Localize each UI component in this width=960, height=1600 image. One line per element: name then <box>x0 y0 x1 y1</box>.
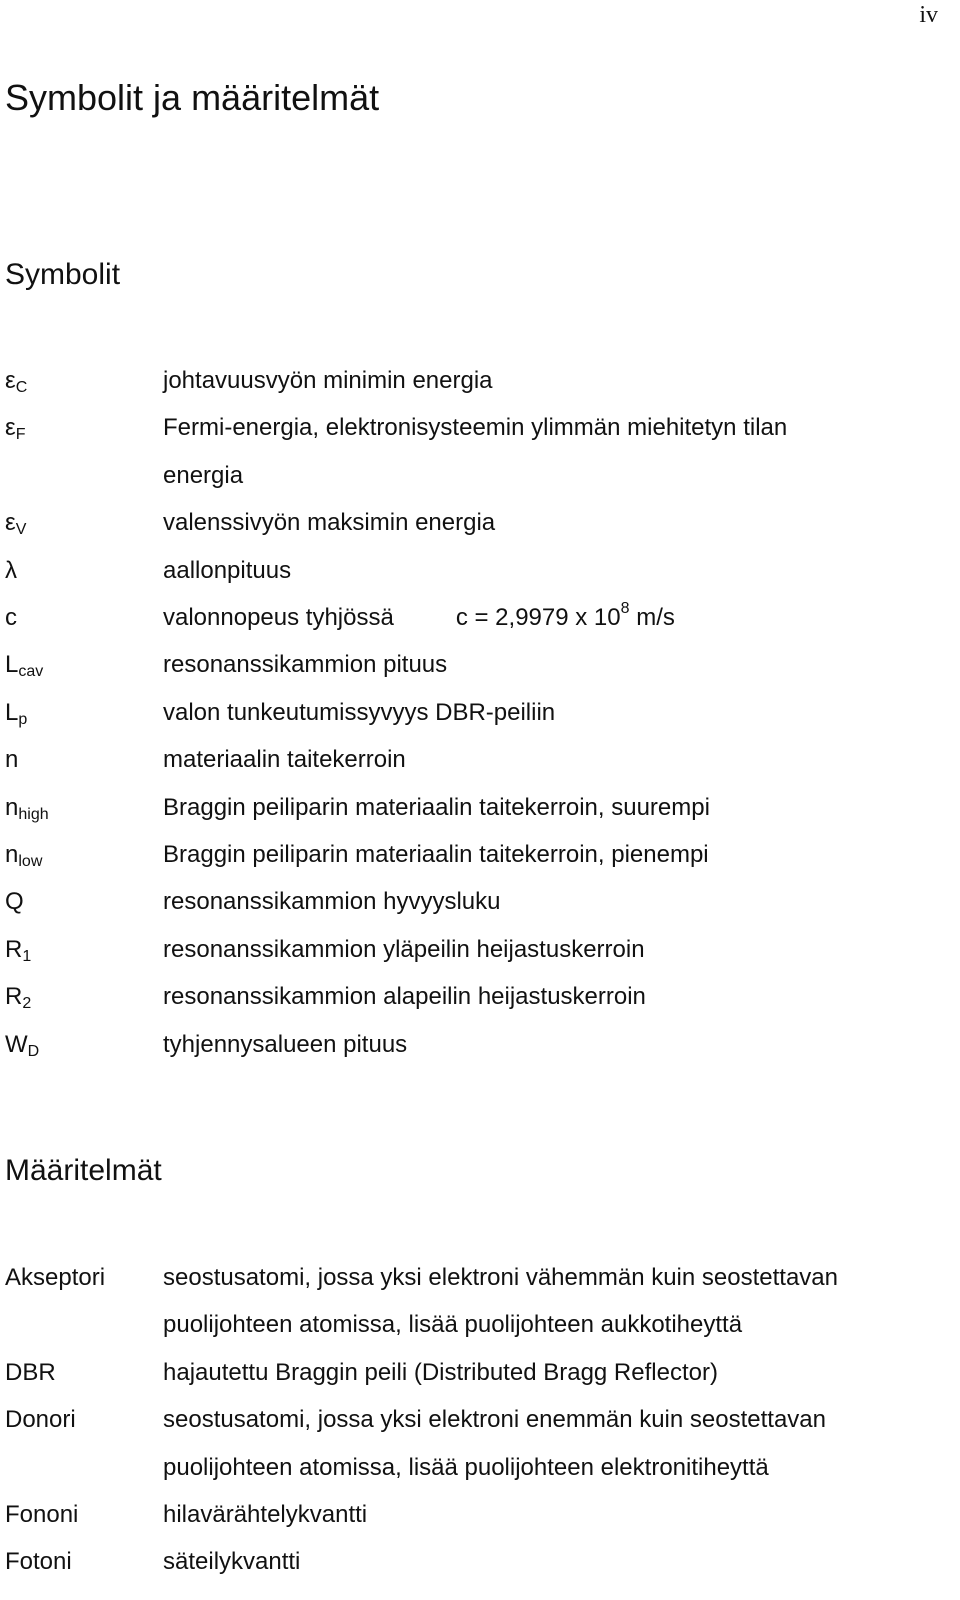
symbol-term <box>0 689 163 736</box>
symbol-row <box>0 926 960 973</box>
symbols-heading: Symbolit <box>5 258 121 291</box>
definition-description <box>163 1538 960 1585</box>
symbol-description <box>163 1021 960 1068</box>
symbol-term <box>0 878 163 925</box>
value-prefix: c = 2,9979 x 10 <box>455 604 621 632</box>
symbol-row <box>0 831 960 878</box>
symbol-base: n <box>5 746 19 774</box>
page-title: Symbolit ja määritelmät <box>5 77 380 118</box>
page-number: iv <box>919 2 938 28</box>
symbol-term <box>0 357 163 404</box>
symbol-base: L <box>5 698 19 726</box>
value-exponent: 8 <box>620 600 630 618</box>
symbol-description <box>163 499 960 546</box>
definition-term: Donori <box>5 1406 76 1434</box>
definition-row <box>0 1538 960 1585</box>
description-line: materiaalin taitekerroin <box>163 746 406 774</box>
symbol-subscript: D <box>27 1042 40 1060</box>
symbol-description <box>163 357 960 404</box>
description-line: resonanssikammion hyvyysluku <box>163 888 501 916</box>
symbol-term <box>0 973 163 1020</box>
symbol-row <box>0 594 960 641</box>
symbol-description <box>163 831 960 878</box>
description-line: säteilykvantti <box>163 1548 301 1576</box>
definition-term: Akseptori <box>5 1264 106 1291</box>
symbol-description <box>163 736 960 783</box>
symbol-base: λ <box>5 556 17 584</box>
symbol-subscript: cav <box>18 663 44 681</box>
definition-description <box>163 1491 960 1538</box>
definition-term: DBR <box>5 1358 56 1386</box>
symbol-base: R <box>5 983 23 1011</box>
symbol-subscript: low <box>18 853 43 871</box>
symbol-subscript: high <box>18 805 49 823</box>
symbol-term <box>0 784 163 831</box>
symbol-term <box>0 547 163 594</box>
symbol-base: R <box>5 935 23 963</box>
description-line: Braggin peiliparin materiaalin taitekerroin, suurempi <box>163 793 710 821</box>
speed-of-light-value <box>455 600 675 632</box>
definition-row <box>0 1349 960 1396</box>
symbol-description <box>163 594 960 641</box>
symbol-row <box>0 784 960 831</box>
symbol-row <box>0 641 960 688</box>
symbol-description <box>163 641 960 688</box>
definition-row <box>0 1396 960 1491</box>
symbol-row <box>0 499 960 546</box>
symbol-base: c <box>5 604 17 632</box>
description-line: hilavärähtelykvantti <box>163 1501 368 1529</box>
symbol-base: ε <box>5 509 16 537</box>
description-line: hajautettu Braggin peili (Distributed Bragg Reflector) <box>163 1358 718 1386</box>
symbol-description <box>163 926 960 973</box>
symbol-list <box>0 357 960 1068</box>
symbol-row <box>0 404 960 499</box>
symbol-row <box>0 973 960 1020</box>
symbol-base: L <box>5 651 19 679</box>
description-line: johtavuusvyön minimin energia <box>163 367 493 394</box>
symbol-description <box>163 878 960 925</box>
description-line: seostusatomi, jossa yksi elektroni enemmän kuin seostettavan <box>163 1406 826 1434</box>
definition-description <box>163 1396 960 1491</box>
symbol-row <box>0 689 960 736</box>
symbol-base: ε <box>5 367 16 394</box>
symbol-base: n <box>5 793 19 821</box>
symbol-term <box>0 499 163 546</box>
symbol-description <box>163 547 960 594</box>
symbol-term <box>0 594 163 641</box>
description-line: tyhjennysalueen pituus <box>163 1030 408 1058</box>
definition-row <box>0 1254 960 1349</box>
description-line: puolijohteen atomissa, lisää puolijohteen aukkotiheyttä <box>163 1311 743 1339</box>
symbol-term <box>0 926 163 973</box>
symbol-row <box>0 1021 960 1068</box>
definitions-heading: Määritelmät <box>5 1154 162 1187</box>
definition-description <box>163 1254 960 1349</box>
description-line: seostusatomi, jossa yksi elektroni vähemmän kuin seostettavan <box>163 1264 838 1291</box>
definition-list <box>0 1254 960 1586</box>
symbol-row <box>0 878 960 925</box>
definition-description <box>163 1349 960 1396</box>
description-line: resonanssikammion alapeilin heijastuskerroin <box>163 983 646 1011</box>
value-unit: m/s <box>629 604 675 632</box>
symbol-subscript: C <box>15 379 28 396</box>
definition-row <box>0 1491 960 1538</box>
description-line: valon tunkeutumissyvyys DBR-peiliin <box>163 698 556 726</box>
symbol-term <box>0 736 163 783</box>
definition-term: Fononi <box>5 1501 79 1529</box>
symbol-term <box>0 404 163 451</box>
symbol-row <box>0 547 960 594</box>
definition-term: Fotoni <box>5 1548 72 1576</box>
symbol-description <box>163 689 960 736</box>
description-line: Braggin peiliparin materiaalin taitekerroin, pienempi <box>163 841 709 869</box>
symbol-base: Q <box>5 888 24 916</box>
description-line: valonnopeus tyhjössä <box>163 604 394 632</box>
symbol-subscript: F <box>15 426 26 444</box>
symbol-description <box>163 973 960 1020</box>
description-line: energia <box>163 461 244 489</box>
symbol-description <box>163 784 960 831</box>
description-line: aallonpituus <box>163 556 292 584</box>
description-line: resonanssikammion yläpeilin heijastuskerroin <box>163 935 645 963</box>
symbol-subscript: 1 <box>22 947 32 965</box>
symbol-row <box>0 357 960 404</box>
description-line: valenssivyön maksimin energia <box>163 509 496 537</box>
symbol-subscript: V <box>15 521 27 539</box>
description-line: Fermi-energia, elektronisysteemin ylimmän miehitetyn tilan <box>163 414 788 442</box>
symbol-subscript: 2 <box>22 995 32 1013</box>
description-line: resonanssikammion pituus <box>163 651 448 679</box>
symbol-base: n <box>5 841 19 869</box>
symbol-term <box>0 1021 163 1068</box>
symbol-row <box>0 736 960 783</box>
symbol-description <box>163 404 960 499</box>
symbol-term <box>0 831 163 878</box>
symbol-base: ε <box>5 414 16 442</box>
symbol-subscript: p <box>18 710 28 728</box>
description-line: puolijohteen atomissa, lisää puolijohteen elektronitiheyttä <box>163 1453 769 1481</box>
symbol-base: W <box>5 1030 28 1058</box>
symbol-term <box>0 641 163 688</box>
